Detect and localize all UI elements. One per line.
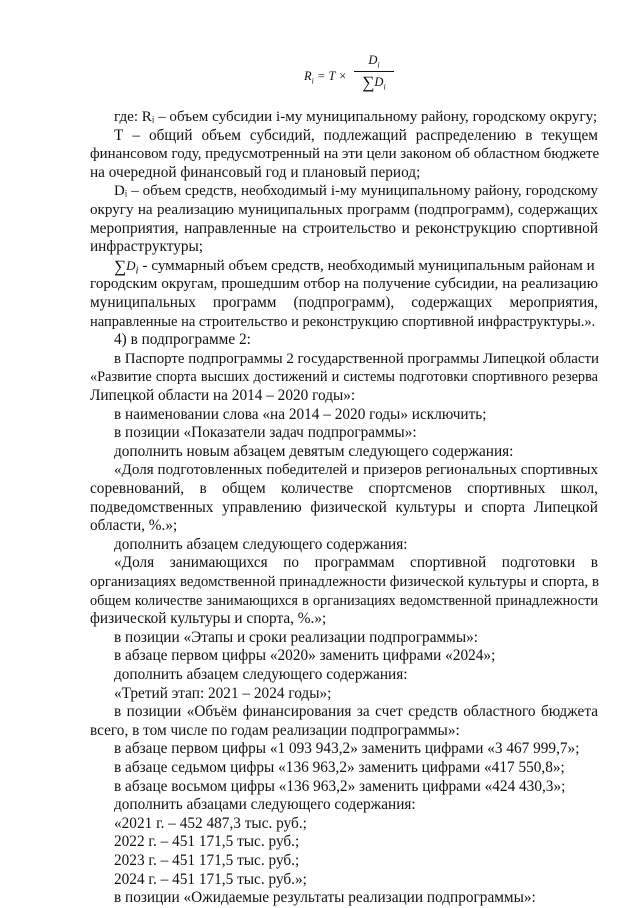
text-line: в позиции «Показатели задач подпрограммы»:: [114, 424, 417, 442]
text-line: общем количестве занимающихся в организациях ведомственной принадлежности: [90, 592, 598, 609]
text-line: на очередной финансовый год и плановый период;: [90, 163, 421, 181]
text-line: в наименовании слова «на 2014 – 2020 годы» исключить;: [114, 405, 487, 423]
text-line: в абзаце первом цифры «1 093 943,2» заменить цифрами «3 467 999,7»;: [114, 740, 580, 758]
text-line: «Доля подготовленных победителей и призеров региональных спортивных: [114, 462, 598, 479]
text-line: подведомственных управлению физической культуры и спорта Липецкой: [90, 498, 598, 516]
text-line: в абзаце восьмом цифры «136 963,2» заменить цифрами «424 430,3»;: [114, 777, 566, 795]
text-line: дополнить новым абзацем девятым следующего содержания:: [114, 442, 514, 460]
text-line: Dᵢ – объем средств, необходимый i-му муниципальному району, городскому: [114, 183, 598, 200]
text-line: инфраструктуры;: [90, 238, 204, 256]
text-line: 2024 г. – 451 171,5 тыс. руб.»;: [114, 870, 307, 888]
text-line: в позиции «Ожидаемые результаты реализации подпрограммы»:: [114, 889, 536, 907]
text-line: 2022 г. – 451 171,5 тыс. руб.;: [114, 833, 300, 851]
text-line: направленные на строительство и реконструкцию спортивной инфраструктуры.».: [90, 313, 596, 330]
text-line: дополнить абзацем следующего содержания:: [114, 666, 408, 683]
text-line: в абзаце седьмом цифры «136 963,2» заменить цифрами «417 550,8»;: [114, 759, 565, 776]
text-line: в позиции «Объём финансирования за счет средств областного бюджета: [114, 703, 598, 721]
text-line: муниципальных программ (подпрограмм), содержащих мероприятия,: [90, 294, 598, 311]
text-line: Липецкой области на 2014 – 2020 годы»:: [90, 387, 356, 404]
text-line: мероприятия, направленные на строительство и реконструкцию спортивной: [90, 219, 598, 237]
formula-lhs: $R_i = T$ ×: [304, 69, 347, 86]
text-line: дополнить абзацами следующего содержания:: [114, 796, 416, 814]
formula-denominator: $\sum D_i$: [362, 73, 386, 92]
formula-numerator: $D_i$: [368, 53, 380, 70]
text-line: 2023 г. – 451 171,5 тыс. руб.;: [114, 852, 300, 869]
text-line: 4) в подпрограмме 2:: [114, 331, 251, 349]
text-line: всего, в том числе по годам реализации подпрограммы»:: [90, 721, 460, 739]
sum-symbol: $\sum D_i$: [114, 256, 139, 277]
text-line: округу на реализацию муниципальных программ (подпрограмм), содержащих: [90, 202, 598, 218]
text-line: «2021 г. – 452 487,3 тыс. руб.;: [114, 814, 307, 832]
text-line: дополнить абзацем следующего содержания:: [114, 535, 408, 553]
text-line: соревнований, в общем количестве спортсменов спортивных школ,: [90, 480, 598, 497]
text-line: области, %.»;: [90, 517, 178, 535]
text-line: городским округам, прошедшим отбор на получение субсидии, на реализацию: [90, 276, 598, 293]
text-line: в Паспорте подпрограммы 2 государственной программы Липецкой области: [114, 350, 599, 367]
text-line: организациях ведомственной принадлежности физической культуры и спорта, в: [90, 574, 600, 590]
text-line: в позиции «Этапы и сроки реализации подпрограммы»:: [114, 628, 479, 646]
text-line: «Доля занимающихся по программам спортивной подготовки в: [114, 554, 598, 572]
text-line: «Третий этап: 2021 – 2024 годы»;: [114, 684, 332, 702]
text-line: «Развитие спорта высших достижений и системы подготовки спортивного резерва: [90, 369, 598, 386]
text-line-with-sum: $\sum D_i$ - суммарный объем средств, необходимый муниципальным районам и: [114, 257, 598, 276]
text-line: финансовом году, предусмотренный на эти цели законом об областном бюджете: [90, 146, 600, 163]
text-line: где: Rᵢ – объем субсидии i-му муниципальному району, городскому округу;: [114, 109, 598, 125]
text-line: Т – общий объем субсидий, подлежащий распределению в текущем: [114, 126, 598, 144]
text-line: физической культуры и спорта, %.»;: [90, 610, 327, 628]
text-line: в абзаце первом цифры «2020» заменить цифрами «2024»;: [114, 647, 496, 665]
